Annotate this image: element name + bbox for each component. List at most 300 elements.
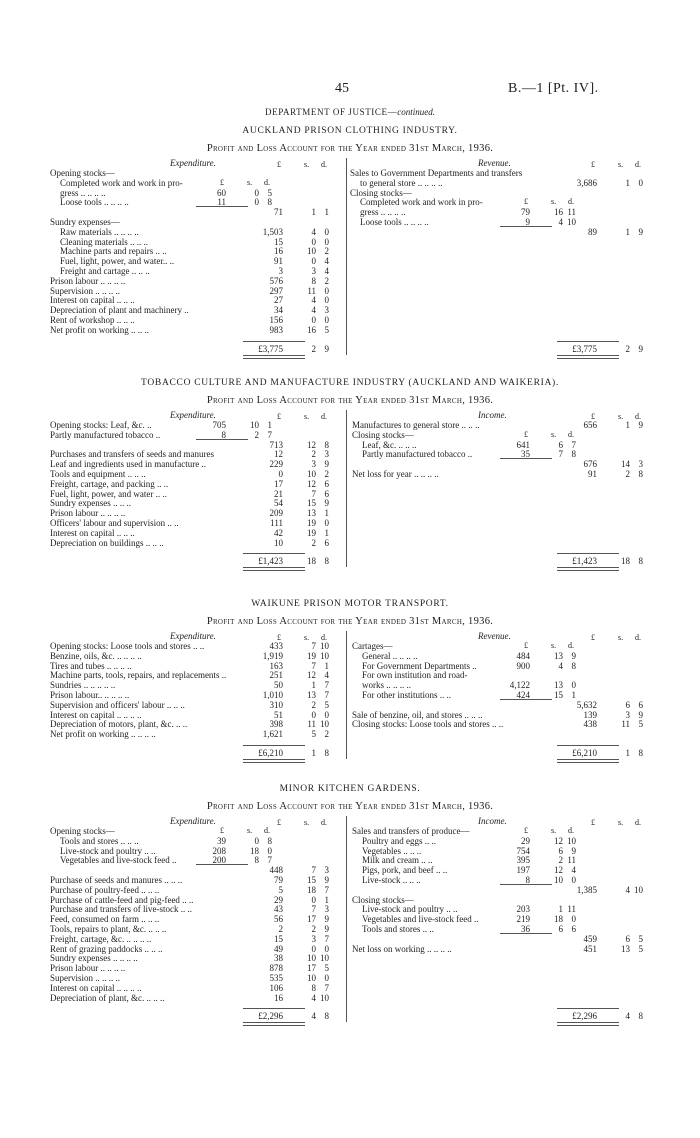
left-sub-pounds-header: £ <box>220 177 224 187</box>
expenditure-amount-shillings: 11 <box>307 285 316 296</box>
expenditure-amount-pence: 9 <box>324 459 329 470</box>
revenue-total-pence: 9 <box>638 343 643 354</box>
right-main-pence-header: d. <box>635 412 641 421</box>
left-sub-pounds-header: £ <box>220 825 224 835</box>
revenue-label: For other institutions .. .. <box>362 690 452 700</box>
revenue-sub-pounds: 197 <box>516 865 530 876</box>
expenditure-amount-shillings: 5 <box>311 729 316 740</box>
revenue-amount-pence: 9 <box>638 709 643 720</box>
right-total-rule <box>557 1008 619 1009</box>
expenditure-sub-pounds: 705 <box>212 420 226 430</box>
revenue-amount-shillings: 14 <box>621 459 630 470</box>
expenditure-label: Interest on capital .. .. .. .. <box>50 982 142 993</box>
revenue-label: Net loss for year .. .. .. .. <box>352 469 439 479</box>
expenditure-amount-shillings: 1 <box>311 207 316 218</box>
expenditure-sub-pounds: 39 <box>217 835 226 846</box>
expenditure-amount-pence: 9 <box>324 875 329 885</box>
expenditure-label: Freight, cartage, and packing .. .. <box>50 478 169 489</box>
expenditure-label: Machine parts, tools, repairs, and replacements .. <box>50 670 227 681</box>
right-total-rule <box>557 745 619 746</box>
revenue-amount-shillings: 1 <box>625 420 630 430</box>
left-total-rule <box>243 745 305 746</box>
expenditure-amount-pounds: 209 <box>269 508 283 519</box>
section-title: WAIKUNE PRISON MOTOR TRANSPORT. <box>251 599 449 609</box>
revenue-amount-shillings: 6 <box>625 933 630 944</box>
expenditure-amount-shillings: 10 <box>307 469 316 479</box>
expenditure-amount-pounds: 91 <box>274 256 283 267</box>
expenditure-amount-pounds: 16 <box>274 246 283 257</box>
revenue-label: Sales and transfers of produce— <box>352 826 470 836</box>
left-sub-pence-header: d. <box>264 825 270 835</box>
expenditure-amount-pence: 7 <box>324 690 329 700</box>
expenditure-label: Supervision .. .. .. .. <box>50 285 121 296</box>
revenue-sub-pence: 11 <box>567 855 576 866</box>
revenue-label: Sale of benzine, oil, and stores .. .. .. <box>352 709 483 720</box>
expenditure-amount-shillings: 13 <box>307 508 316 519</box>
expenditure-amount-pence: 0 <box>324 943 329 954</box>
expenditure-total-pounds: £3,775 <box>258 343 283 354</box>
expenditure-sub-pence: 8 <box>267 197 272 208</box>
left-total-double-rule <box>243 759 305 763</box>
right-sub-shillings-header: s. <box>551 640 557 650</box>
expenditure-total-shillings: 2 <box>311 343 316 354</box>
expenditure-label: Purchases and transfers of seeds and manures <box>50 449 214 460</box>
expenditure-label: Rent of grazing paddocks .. .. .. <box>50 943 163 954</box>
revenue-label: Live-stock .. .. .. <box>362 875 421 885</box>
revenue-total-pounds: £2,296 <box>572 1011 597 1022</box>
revenue-label: Vegetables and live-stock feed .. <box>362 914 479 925</box>
expenditure-label: Freight and cartage .. .. .. <box>60 266 150 276</box>
expenditure-amount-shillings: 0 <box>311 315 316 325</box>
expenditure-label: Sundry expenses .. .. .. .. <box>50 953 138 964</box>
expenditure-amount-pounds: 5 <box>278 884 283 895</box>
revenue-sub-pence: 10 <box>567 217 576 227</box>
revenue-amount-pounds: 459 <box>583 933 597 944</box>
expenditure-amount-pounds: 15 <box>274 236 283 247</box>
revenue-total-pence: 8 <box>638 556 643 567</box>
right-main-shillings-header: s. <box>618 412 624 421</box>
expenditure-amount-pounds: 38 <box>274 953 283 964</box>
expenditure-amount-pence: 3 <box>324 305 329 316</box>
revenue-header: Income. <box>478 816 507 826</box>
revenue-sub-shillings: 6 <box>558 439 563 450</box>
expenditure-label: Purchase of seeds and manures .. .. .. <box>50 875 183 885</box>
revenue-sub-pounds: 35 <box>521 449 530 460</box>
expenditure-total-pence: 9 <box>324 343 329 354</box>
revenue-label: Pigs, pork, and beef .. .. <box>362 865 448 876</box>
expenditure-sub-pounds: 8 <box>221 429 226 440</box>
expenditure-amount-shillings: 10 <box>307 953 316 964</box>
subtotal-rule <box>196 864 248 865</box>
revenue-total-pounds: £3,775 <box>572 343 597 354</box>
revenue-amount-shillings: 4 <box>625 884 630 895</box>
expenditure-total-shillings: 18 <box>307 556 316 567</box>
expenditure-amount-pence: 7 <box>324 884 329 895</box>
left-main-shillings-header: s. <box>304 818 310 827</box>
expenditure-amount-pounds: 156 <box>269 315 283 325</box>
revenue-sub-shillings: 1 <box>558 904 563 915</box>
revenue-sub-shillings: 15 <box>554 690 563 700</box>
expenditure-sub-pence: 1 <box>267 420 272 430</box>
account-title: Profit and Loss Account for the Year ended 31st March, 1936. <box>206 395 494 406</box>
expenditure-label: Prison labour.. .. .. .. .. <box>50 690 130 700</box>
right-main-shillings-header: s. <box>618 633 624 642</box>
expenditure-label: Fuel, light, power, and water.. .. <box>60 256 175 267</box>
expenditure-amount-pence: 9 <box>324 498 329 509</box>
expenditure-label: Tools and equipment .. .. .. <box>50 469 146 479</box>
revenue-label: For Government Departments .. <box>362 660 477 671</box>
expenditure-amount-pence: 10 <box>320 953 329 964</box>
right-main-pounds-header: £ <box>591 412 595 421</box>
revenue-sub-pence: 0 <box>571 914 576 925</box>
revenue-sub-pence: 8 <box>571 449 576 460</box>
expenditure-sub-pence: 5 <box>267 187 272 198</box>
revenue-amount-pounds: 139 <box>583 709 597 720</box>
right-sub-shillings-header: s. <box>551 197 557 207</box>
expenditure-label: Purchase and transfers of live-stock .. .. <box>50 904 192 915</box>
expenditure-amount-shillings: 15 <box>307 498 316 509</box>
revenue-sub-pounds: 9 <box>525 217 530 227</box>
expenditure-label: Purchase of poultry-feed .. .. .. <box>50 884 160 895</box>
expenditure-amount-pence: 10 <box>320 641 329 651</box>
expenditure-amount-shillings: 4 <box>311 305 316 316</box>
expenditure-amount-pence: 5 <box>324 324 329 335</box>
revenue-total-pounds: £1,423 <box>572 556 597 567</box>
right-main-pence-header: d. <box>635 818 641 827</box>
expenditure-amount-pence: 10 <box>320 719 329 730</box>
expenditure-label: Freight, cartage, &c. .. .. .. .. <box>50 933 152 944</box>
revenue-sub-pounds: 219 <box>516 914 530 925</box>
right-total-double-rule <box>557 759 619 763</box>
expenditure-amount-shillings: 19 <box>307 518 316 528</box>
revenue-sub-shillings: 13 <box>554 650 563 661</box>
expenditure-amount-shillings: 7 <box>311 904 316 915</box>
subtotal-rule <box>500 884 552 885</box>
expenditure-amount-shillings: 12 <box>307 478 316 489</box>
expenditure-label: Leaf and ingredients used in manufacture .. <box>50 459 206 470</box>
expenditure-amount-pounds: 15 <box>274 933 283 944</box>
expenditure-label: Prison labour .. .. .. .. <box>50 963 126 974</box>
expenditure-label: Opening stocks: Loose tools and stores .. .. <box>50 641 205 651</box>
right-total-double-rule <box>557 355 619 359</box>
right-total-double-rule <box>557 1022 619 1026</box>
revenue-sub-pence: 0 <box>571 875 576 885</box>
section-title: TOBACCO CULTURE AND MANUFACTURE INDUSTRY (AUCKLAND AND WAIKERIA). <box>141 378 559 388</box>
expenditure-amount-shillings: 0 <box>311 709 316 720</box>
revenue-header: Revenue. <box>478 631 511 641</box>
account-title: Profit and Loss Account for the Year ended 31st March, 1936. <box>206 143 494 154</box>
right-main-pence-header: d. <box>635 633 641 642</box>
right-total-double-rule <box>557 567 619 571</box>
expenditure-amount-shillings: 7 <box>311 660 316 671</box>
account-title: Profit and Loss Account for the Year ended 31st March, 1936. <box>206 801 494 812</box>
expenditure-amount-shillings: 3 <box>311 266 316 276</box>
expenditure-label: Depreciation of plant and machinery .. <box>50 305 189 316</box>
expenditure-amount-pounds: 27 <box>274 295 283 306</box>
expenditure-amount-pounds: 1,919 <box>262 650 283 661</box>
expenditure-amount-pence: 5 <box>324 699 329 710</box>
expenditure-amount-pounds: 50 <box>274 680 283 691</box>
expenditure-amount-pounds: 251 <box>269 670 283 681</box>
expenditure-header: Expenditure. <box>170 158 216 168</box>
revenue-label: Closing stocks— <box>352 894 414 905</box>
expenditure-amount-shillings: 4 <box>311 295 316 306</box>
revenue-label: Leaf, &c. .. .. .. <box>362 439 417 450</box>
revenue-label: Tools and stores .. .. <box>362 924 434 934</box>
revenue-total-pence: 8 <box>638 748 643 758</box>
expenditure-amount-pence: 6 <box>324 478 329 489</box>
expenditure-amount-pence: 9 <box>324 924 329 934</box>
expenditure-amount-pounds: 79 <box>274 875 283 885</box>
right-main-pounds-header: £ <box>591 818 595 827</box>
expenditure-sub-shillings: 2 <box>254 429 259 440</box>
expenditure-label: gress .. .. .. .. <box>60 187 106 198</box>
left-total-double-rule <box>243 567 305 571</box>
expenditure-amount-pounds: 56 <box>274 914 283 925</box>
subtotal-rule <box>500 226 552 227</box>
expenditure-amount-pounds: 29 <box>274 894 283 905</box>
revenue-sub-pence: 1 <box>571 690 576 700</box>
revenue-sub-pounds: 754 <box>516 845 530 856</box>
revenue-amount-pounds: 91 <box>588 469 597 479</box>
revenue-total-shillings: 2 <box>625 343 630 354</box>
revenue-amount-pence: 3 <box>638 459 643 470</box>
expenditure-amount-shillings: 2 <box>311 924 316 934</box>
revenue-label: Cartages— <box>352 641 393 651</box>
revenue-sub-pence: 9 <box>571 650 576 661</box>
expenditure-amount-pence: 1 <box>324 508 329 519</box>
revenue-sub-pence: 10 <box>567 835 576 846</box>
revenue-sub-pounds: 424 <box>516 690 530 700</box>
expenditure-amount-shillings: 19 <box>307 650 316 661</box>
section-title: MINOR KITCHEN GARDENS. <box>279 784 421 794</box>
revenue-sub-pence: 0 <box>571 680 576 691</box>
revenue-sub-pence: 11 <box>567 904 576 915</box>
revenue-sub-pounds: 484 <box>516 650 530 661</box>
left-total-double-rule <box>243 1022 305 1026</box>
revenue-sub-pence: 6 <box>571 924 576 934</box>
expenditure-amount-pence: 2 <box>324 246 329 257</box>
expenditure-amount-pence: 0 <box>324 285 329 296</box>
expenditure-amount-pence: 4 <box>324 256 329 267</box>
expenditure-amount-pence: 5 <box>324 963 329 974</box>
expenditure-amount-pounds: 310 <box>269 699 283 710</box>
expenditure-amount-pence: 1 <box>324 527 329 538</box>
expenditure-label: Prison labour .. .. .. .. <box>50 275 126 286</box>
revenue-sub-pounds: 29 <box>521 835 530 846</box>
expenditure-label: Feed, consumed on farm .. .. .. <box>50 914 160 925</box>
expenditure-amount-pounds: 535 <box>269 973 283 983</box>
revenue-sub-pounds: 79 <box>521 207 530 218</box>
expenditure-amount-shillings: 0 <box>311 894 316 905</box>
expenditure-total-pence: 8 <box>324 1011 329 1022</box>
expenditure-amount-pounds: 10 <box>274 537 283 548</box>
expenditure-sub-pence: 8 <box>267 835 272 846</box>
revenue-amount-shillings: 3 <box>625 709 630 720</box>
expenditure-label: Supervision .. .. .. .. <box>50 973 121 983</box>
revenue-sub-shillings: 2 <box>558 855 563 866</box>
revenue-sub-shillings: 18 <box>554 914 563 925</box>
expenditure-amount-pounds: 0 <box>278 469 283 479</box>
expenditure-label: Prison labour .. .. .. .. <box>50 508 126 519</box>
account-title: Profit and Loss Account for the Year ended 31st March, 1936. <box>206 616 494 627</box>
revenue-sub-shillings: 10 <box>554 875 563 885</box>
revenue-total-pounds: £6,210 <box>572 748 597 758</box>
expenditure-amount-pence: 7 <box>324 933 329 944</box>
expenditure-label: Machine parts and repairs .. .. <box>60 246 167 257</box>
page-number: 45 <box>335 81 349 96</box>
revenue-header: Revenue. <box>478 158 511 168</box>
revenue-label: Closing stocks— <box>350 187 412 198</box>
right-sub-pounds-header: £ <box>524 197 528 207</box>
expenditure-amount-shillings: 0 <box>311 236 316 247</box>
expenditure-amount-pence: 1 <box>324 207 329 218</box>
section-title: AUCKLAND PRISON CLOTHING INDUSTRY. <box>242 126 458 136</box>
revenue-amount-pounds: 676 <box>583 459 597 470</box>
expenditure-label: Interest on capital .. .. .. <box>50 527 135 538</box>
revenue-amount-pence: 6 <box>638 699 643 710</box>
revenue-sub-shillings: 12 <box>554 865 563 876</box>
left-main-shillings-header: s. <box>304 633 310 642</box>
expenditure-amount-pounds: 21 <box>274 488 283 499</box>
revenue-label: works .. .. .. .. <box>362 680 411 691</box>
right-sub-pounds-header: £ <box>524 640 528 650</box>
revenue-label: Poultry and eggs .. .. <box>362 835 436 846</box>
expenditure-label: Net profit on working .. .. .. .. <box>50 729 156 740</box>
expenditure-amount-pounds: 297 <box>269 285 283 296</box>
expenditure-amount-pounds: 433 <box>269 641 283 651</box>
expenditure-label: Benzine, oils, &c. .. .. .. .. <box>50 650 142 661</box>
left-main-pounds-header: £ <box>277 160 281 169</box>
revenue-amount-shillings: 1 <box>625 177 630 188</box>
expenditure-amount-pounds: 983 <box>269 324 283 335</box>
expenditure-total-shillings: 4 <box>311 1011 316 1022</box>
left-total-rule <box>243 553 305 554</box>
expenditure-label: Sundries .. .. .. .. .. <box>50 680 116 691</box>
expenditure-amount-pounds: 34 <box>274 305 283 316</box>
expenditure-amount-pounds: 54 <box>274 498 283 509</box>
expenditure-amount-pounds: 1,621 <box>262 729 283 740</box>
left-sub-shillings-header: s. <box>247 177 253 187</box>
expenditure-label: Cleaning materials .. .. .. <box>60 236 148 247</box>
revenue-sub-pence: 7 <box>571 439 576 450</box>
revenue-label: Sales to Government Departments and transfers <box>350 168 523 178</box>
expenditure-label: Officers' labour and supervision .. .. <box>50 518 179 528</box>
department-title <box>0 107 700 117</box>
expenditure-total-pounds: £1,423 <box>258 556 283 567</box>
expenditure-amount-pence: 2 <box>324 275 329 286</box>
expenditure-header: Expenditure. <box>170 631 216 641</box>
left-main-pence-header: d. <box>321 818 327 827</box>
revenue-label: Vegetables .. .. .. <box>362 845 422 856</box>
expenditure-amount-pence: 0 <box>324 226 329 237</box>
revenue-amount-pounds: 451 <box>583 943 597 954</box>
right-sub-shillings-header: s. <box>551 825 557 835</box>
expenditure-amount-shillings: 0 <box>311 256 316 267</box>
revenue-amount-pounds: 5,632 <box>576 699 597 710</box>
expenditure-amount-shillings: 16 <box>307 324 316 335</box>
expenditure-label: Live-stock and poultry .. .. <box>60 845 156 856</box>
expenditure-label: Partly manufactured tobacco .. <box>50 429 161 440</box>
revenue-sub-pounds: 8 <box>525 875 530 885</box>
expenditure-amount-shillings: 10 <box>307 246 316 257</box>
expenditure-sub-pounds: 11 <box>217 197 226 208</box>
revenue-amount-pounds: 3,686 <box>576 177 597 188</box>
expenditure-amount-pence: 0 <box>324 518 329 528</box>
expenditure-amount-pence: 0 <box>324 709 329 720</box>
revenue-sub-pence: 8 <box>571 660 576 671</box>
expenditure-amount-pence: 1 <box>324 660 329 671</box>
expenditure-sub-pounds: 60 <box>217 187 226 198</box>
expenditure-amount-pounds: 51 <box>274 709 283 720</box>
expenditure-label: Tires and tubes .. .. .. .. <box>50 660 132 671</box>
expenditure-amount-pounds: 1,503 <box>262 226 283 237</box>
right-sub-pence-header: d. <box>568 197 574 207</box>
revenue-sub-shillings: 4 <box>558 217 563 227</box>
expenditure-label: Vegetables and live-stock feed .. <box>60 855 177 866</box>
revenue-sub-pence: 4 <box>571 865 576 876</box>
expenditure-amount-pence: 8 <box>324 439 329 450</box>
expenditure-amount-shillings: 1 <box>311 680 316 691</box>
document-reference: B.—1 [Pt. IV]. <box>508 81 599 96</box>
revenue-sub-shillings: 6 <box>558 924 563 934</box>
expenditure-amount-pounds: 448 <box>269 865 283 876</box>
revenue-total-shillings: 1 <box>625 748 630 758</box>
left-sub-shillings-header: s. <box>247 825 253 835</box>
right-main-pounds-header: £ <box>591 160 595 169</box>
revenue-label: Manufactures to general store .. .. .. <box>352 420 480 430</box>
expenditure-amount-shillings: 12 <box>307 670 316 681</box>
left-main-pounds-header: £ <box>277 633 281 642</box>
expenditure-label: Opening stocks: Leaf, &c. .. <box>50 420 152 430</box>
revenue-amount-pence: 5 <box>638 933 643 944</box>
right-main-shillings-header: s. <box>618 160 624 169</box>
revenue-label: Net loss on working .. .. .. .. <box>352 943 452 954</box>
right-main-shillings-header: s. <box>618 818 624 827</box>
revenue-total-shillings: 4 <box>625 1011 630 1022</box>
revenue-amount-pounds: 656 <box>583 420 597 430</box>
expenditure-amount-pence: 6 <box>324 537 329 548</box>
revenue-label: Closing stocks— <box>352 429 414 440</box>
expenditure-amount-pence: 0 <box>324 236 329 247</box>
expenditure-amount-shillings: 2 <box>311 537 316 548</box>
right-sub-pounds-header: £ <box>524 825 528 835</box>
revenue-label: Live-stock and poultry .. .. <box>362 904 458 915</box>
expenditure-label: Completed work and work in pro- <box>60 177 183 188</box>
expenditure-sub-shillings: 0 <box>254 835 259 846</box>
revenue-amount-pounds: 89 <box>588 226 597 237</box>
expenditure-amount-shillings: 7 <box>311 641 316 651</box>
expenditure-header: Expenditure. <box>170 410 216 420</box>
column-divider <box>346 410 347 567</box>
revenue-label: to general store .. .. .. .. <box>360 177 443 188</box>
expenditure-label: Purchase of cattle-feed and pig-feed .. .. <box>50 894 194 905</box>
expenditure-amount-shillings: 10 <box>307 973 316 983</box>
expenditure-amount-pounds: 2 <box>278 924 283 934</box>
subtotal-rule <box>196 206 248 207</box>
expenditure-label: Opening stocks— <box>50 168 115 178</box>
expenditure-label: Opening stocks— <box>50 826 115 836</box>
expenditure-amount-shillings: 17 <box>307 914 316 925</box>
expenditure-amount-pence: 3 <box>324 904 329 915</box>
expenditure-amount-pounds: 106 <box>269 982 283 993</box>
expenditure-amount-shillings: 12 <box>307 439 316 450</box>
expenditure-amount-pence: 0 <box>324 973 329 983</box>
revenue-amount-pence: 9 <box>638 420 643 430</box>
revenue-amount-shillings: 11 <box>621 719 630 730</box>
right-sub-pence-header: d. <box>568 429 574 439</box>
revenue-amount-pence: 5 <box>638 943 643 954</box>
